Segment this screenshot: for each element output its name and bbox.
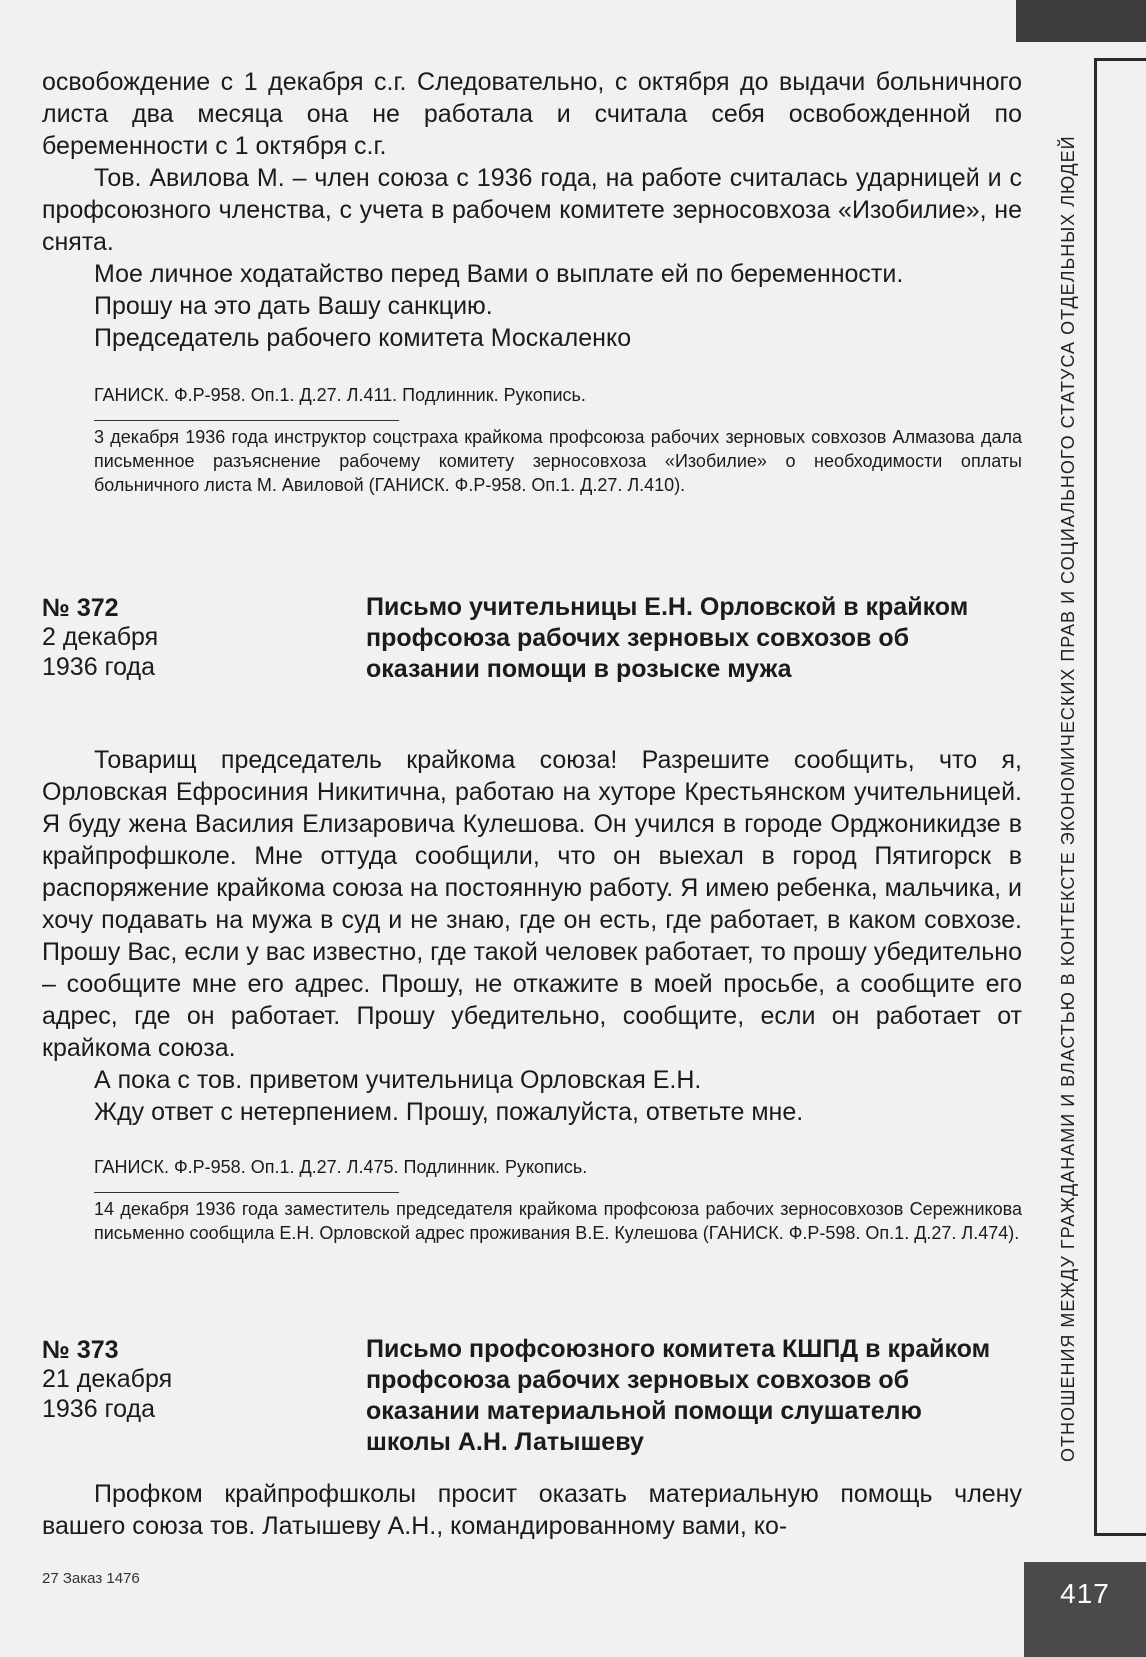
- date-day: 21 декабря: [42, 1365, 173, 1393]
- document-372-body: [42, 744, 1022, 1245]
- document-373-body: [42, 1478, 1022, 1542]
- document-title: Письмо учительницы Е.Н. Орловской в крайком профсоюза рабочих зерновых совхозов об оказании помощи в розыске мужа: [366, 593, 969, 683]
- letter-text: [42, 1478, 1022, 1542]
- paragraph: А пока с тов. приветом учительница Орловская Е.Н.: [94, 1066, 702, 1094]
- paragraph: Жду ответ с нетерпением. Прошу, пожалуйста, ответьте мне.: [94, 1098, 804, 1126]
- paragraph: Прошу на это дать Вашу санкцию.: [94, 292, 493, 320]
- document-date: [42, 1364, 292, 1424]
- date-year: 1936 года: [42, 653, 155, 681]
- document-number: № 372: [42, 594, 119, 622]
- letter-text: [42, 744, 1022, 1128]
- corner-tab: [1016, 0, 1146, 42]
- footnote-divider: [94, 420, 399, 421]
- running-section-title: ОТНОШЕНИЯ МЕЖДУ ГРАЖДАНАМИ И ВЛАСТЬЮ В КОНТЕКСТЕ ЭКОНОМИЧЕСКИХ ПРАВ И СОЦИАЛЬНОГО СТАТУСА ОТДЕЛЬНЫХ ЛЮДЕЙ: [1058, 135, 1078, 1463]
- paragraph: освобождение с 1 декабря с.г. Следовательно, с октября до выдачи больничного листа два месяца она не работала и считала себя освобожденной по беременности с 1 октября с.г.: [42, 68, 1022, 160]
- paragraph: Мое личное ходатайство перед Вами о выплате ей по беременности.: [94, 260, 904, 288]
- paragraph: Тов. Авилова М. – член союза с 1936 года, на работе считалась ударницей и с профсоюзного членства, с учета в рабочем комитете зерносовхоза «Изобилие», не снята.: [42, 164, 1022, 256]
- footnote-divider: [94, 1192, 399, 1193]
- print-order-mark: 27 Заказ 1476: [42, 1570, 140, 1587]
- document-number: № 373: [42, 1336, 119, 1364]
- date-year: 1936 года: [42, 1395, 155, 1423]
- side-frame: [1094, 58, 1146, 1536]
- previous-document-end: [42, 66, 1022, 497]
- document-title: Письмо профсоюзного комитета КШПД в крайком профсоюза рабочих зерновых совхозов об оказании материальной помощи слушателю школы А.Н. Латышеву: [366, 1335, 991, 1456]
- previous-document-text: [42, 66, 1022, 354]
- archive-reference: ГАНИСК. Ф.Р-958. Оп.1. Д.27. Л.475. Подлинник. Рукопись.: [94, 1157, 588, 1177]
- archive-reference: ГАНИСК. Ф.Р-958. Оп.1. Д.27. Л.411. Подлинник. Рукопись.: [94, 385, 586, 405]
- footnote: 3 декабря 1936 года инструктор соцстраха крайкома профсоюза рабочих зерновых совхозов Алмазова дала письменное разъяснение рабочему комитету зерносовхоза «Изобилие» о необходимости оплаты больничного листа М. Авиловой (ГАНИСК. Ф.Р-958. Оп.1. Д.27. Л.410).: [94, 427, 1022, 495]
- paragraph: Профком крайпрофшколы просит оказать материальную помощь члену вашего союза тов. Латышеву А.Н., командированному вами, ко-: [42, 1480, 1022, 1540]
- date-day: 2 декабря: [42, 623, 159, 651]
- signature-line: Председатель рабочего комитета Москаленко: [94, 324, 632, 352]
- footnote: 14 декабря 1936 года заместитель председателя крайкома профсоюза рабочих зерносовхозов Сережникова письменно сообщила Е.Н. Орловской адрес проживания В.Е. Кулешова (ГАНИСК. Ф.Р-598. Оп.1. Д.27. Л.474).: [94, 1199, 1022, 1243]
- paragraph: Товарищ председатель крайкома союза! Разрешите сообщить, что я, Орловская Ефросиния Никитична, работаю на хуторе Крестьянском учительницей. Я буду жена Василия Елизаровича Кулешова. Он учился в городе Орджоникидзе в крайпрофшколе. Мне оттуда сообщили, что он выехал в город Пятигорск в распоряжение крайкома союза на постоянную работу. Я имею ребенка, мальчика, и хочу подавать на мужа в суд и не знаю, где он есть, где работает, в каком совхозе. Прошу Вас, если у вас известно, где такой человек работает, то прошу убедительно – сообщите мне его адрес. Прошу, не откажите в моей просьбе, а сообщите его адрес, где он работает. Прошу убедительно, сообщите, если он работает от крайкома союза.: [42, 746, 1022, 1062]
- document-date: [42, 622, 292, 682]
- page-number: 417: [1060, 1578, 1110, 1609]
